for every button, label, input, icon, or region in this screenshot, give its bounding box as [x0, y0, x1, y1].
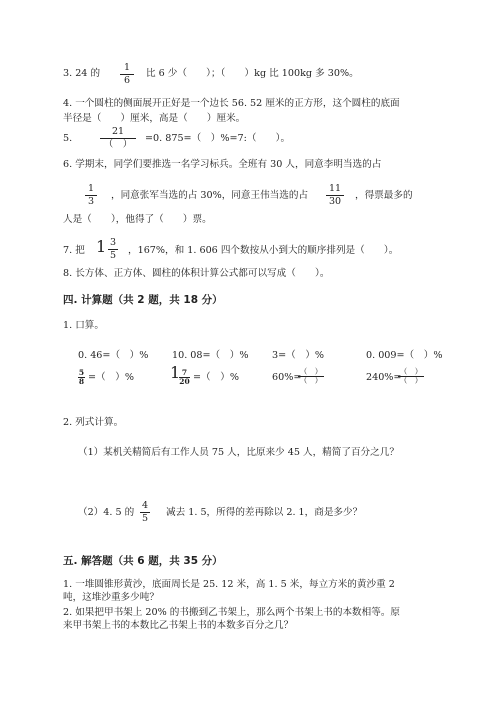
oral-item-3: 3=（ ）%: [272, 350, 325, 361]
oral-7-denominator: （ ）: [299, 376, 323, 385]
q6-line1: 6. 学期末，同学们要推选一名学习标兵。全班有 30 人，同意李明当选的占: [63, 159, 382, 170]
oral-item-4: 0. 009=（ ）%: [366, 350, 443, 361]
q7-denominator: 5: [109, 250, 117, 261]
q6-fraction-1: [85, 183, 97, 208]
oral-6-denominator: 20: [179, 377, 190, 386]
q7-fraction: [108, 237, 118, 262]
oral-7-numerator: （ ）: [299, 367, 323, 376]
q6-f1-denominator: 3: [87, 196, 95, 207]
q7-whole: 1: [96, 237, 107, 256]
q3-text-b: 比 6 少（ ）；（ ）kg 比 100kg 多 30%。: [146, 68, 359, 79]
q6-mid: ，同意张军当选的占 30%，同意王伟当选的占: [111, 190, 309, 201]
q4-line1: 4. 一个圆柱的侧面展开正好是一个边长 56. 52 厘米的正方形，这个圆柱的底面: [63, 98, 400, 109]
q3-fraction: [120, 62, 134, 87]
q6-f2-denominator: 30: [328, 196, 342, 207]
section4-sub1: 1. 口算。: [63, 320, 104, 331]
oral-6-numerator: 7: [179, 369, 190, 378]
calc-problem-2-fraction: [140, 500, 150, 525]
q3-text-a: 3. 24 的: [63, 68, 101, 79]
calc-problem-2-a: （2）4. 5 的: [78, 507, 135, 518]
q7-text-b: ，167%，和 1. 606 四个数按从小到大的顺序排列是（ ）。: [128, 245, 399, 256]
q5-denominator: （ ）: [103, 139, 133, 150]
q7-text-a: 7. 把: [63, 245, 85, 256]
answer-q1-line1: 1. 一堆圆锥形黄沙，底面周长是 25. 12 米，高 1. 5 米，每立方米的黄沙重 2: [63, 579, 395, 590]
oral-item-1: 0. 46=（ ）%: [78, 350, 149, 361]
calc-problem-1: （1）某机关精简后有工作人员 75 人，比原来少 45 人，精简了百分之几？: [78, 447, 399, 458]
q6-f2-numerator: 11: [326, 183, 344, 196]
oral-5-numerator: 5: [78, 368, 85, 377]
section4-sub2: 2. 列式计算。: [63, 417, 124, 428]
answer-q1-line2: 吨，这堆沙重多少吨？: [63, 592, 159, 603]
oral-5-denominator: 8: [78, 377, 85, 386]
q4-line2: 半径是（ ）厘米，高是（ ）厘米。: [63, 113, 246, 124]
p2-numerator: 4: [141, 500, 149, 511]
answer-q2-line2: 来甲书架上书的本数比乙书架上书的本数多百分之几？: [63, 620, 294, 631]
p2-denominator: 5: [141, 513, 149, 524]
oral-item-5-fraction: [78, 369, 85, 386]
oral-item-5-tail: =（ ）%: [88, 372, 134, 383]
oral-8-numerator: （ ）: [399, 367, 423, 376]
section4-heading: 四. 计算题（共 2 题，共 18 分）: [63, 294, 223, 306]
q6-end: ，得票最多的: [355, 190, 413, 201]
q5-text-a: 5.: [63, 133, 73, 144]
oral-item-2: 10. 08=（ ）%: [172, 350, 249, 361]
oral-8-denominator: （ ）: [399, 376, 423, 385]
q3-denominator: 6: [123, 75, 131, 86]
section5-heading: 五. 解答题（共 6 题，共 35 分）: [63, 555, 223, 567]
q8-text: 8. 长方体、正方体、圆柱的体积计算公式都可以写成（ ）。: [63, 268, 330, 279]
oral-item-8-fraction: [398, 368, 424, 385]
answer-q2-line1: 2. 如果把甲书架上 20% 的书搬到乙书架上，那么两个书架上书的本数相等。原: [63, 607, 401, 618]
q6-fraction-2: [326, 183, 344, 208]
oral-item-6-fraction: [179, 369, 190, 386]
q3-numerator: 1: [120, 62, 134, 75]
q5-text-b: =0. 875=（ ）%=7:（ ）。: [145, 133, 291, 144]
q5-numerator: 21: [100, 126, 136, 139]
oral-item-8-head: 240%=: [366, 372, 402, 383]
oral-item-6-whole: 1: [170, 363, 181, 382]
oral-item-7-head: 60%=: [272, 372, 302, 383]
oral-item-7-fraction: [298, 368, 324, 385]
q6-line3: 人是（ ），他得了（ ）票。: [63, 214, 212, 225]
calc-problem-2-b: 减去 1. 5，所得的差再除以 2. 1，商是多少？: [166, 507, 363, 518]
q6-f1-numerator: 1: [85, 183, 97, 196]
oral-item-6-tail: =（ ）%: [193, 372, 239, 383]
q7-numerator: 3: [109, 237, 117, 248]
q5-fraction: [100, 126, 136, 151]
